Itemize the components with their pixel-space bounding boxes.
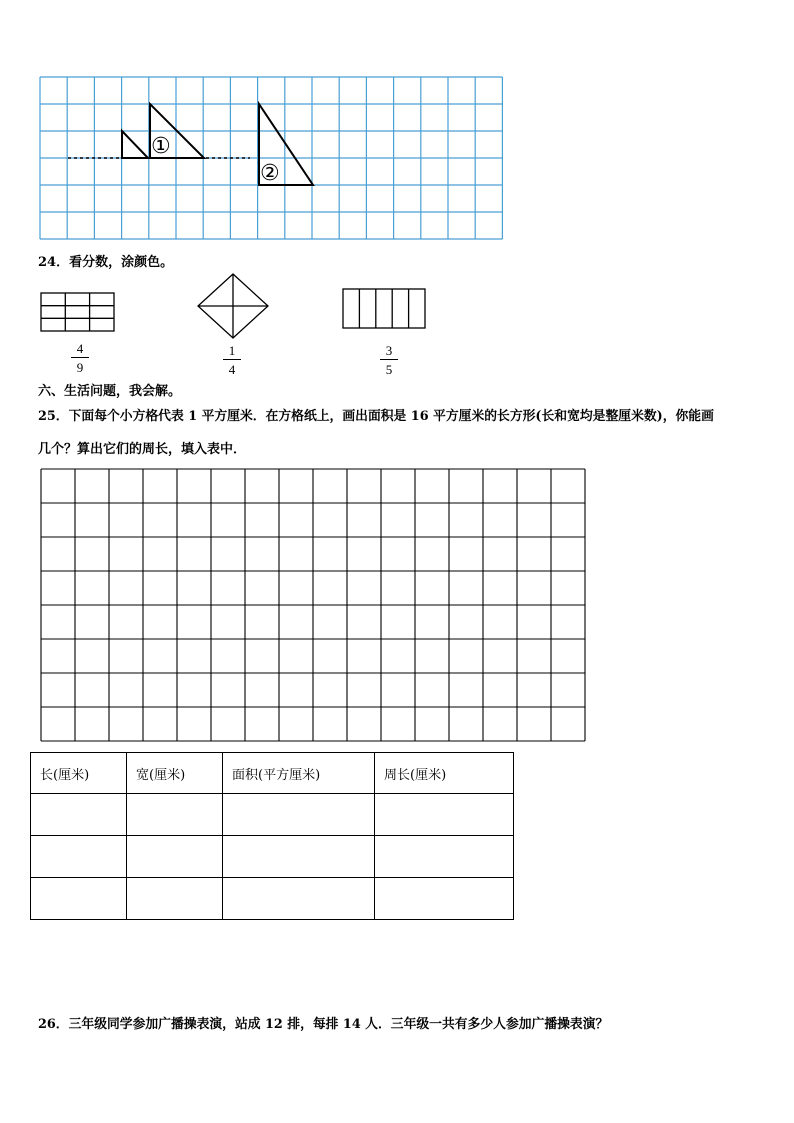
answer-table [30, 752, 514, 920]
table-cell[interactable] [31, 878, 127, 920]
triangle-1-label: ① [151, 134, 171, 159]
header-perimeter: 周长(厘米) [375, 753, 514, 794]
table-cell[interactable] [127, 878, 223, 920]
section-6-heading: 六、生活问题，我会解。 [38, 384, 182, 399]
fraction-1-4: 1 4 [222, 344, 242, 376]
question-25-line-1: 25．下面每个小方格代表 1 平方厘米．在方格纸上，画出面积是 16 平方厘米的长方形(长和宽均是整厘米数)，你能画 [38, 409, 714, 424]
square-grid-paper [40, 468, 590, 744]
question-25-line-2: 几个？算出它们的周长，填入表中． [38, 442, 247, 457]
rectangle-nine-parts [40, 292, 116, 334]
header-width: 宽(厘米) [127, 753, 223, 794]
table-cell[interactable] [375, 878, 514, 920]
triangle-2-label: ② [260, 161, 280, 186]
question-26: 26．三年级同学参加广播操表演，站成 12 排，每排 14 人．三年级一共有多少人参加广播操表演？ [38, 1017, 609, 1032]
table-cell[interactable] [223, 794, 375, 836]
table-cell[interactable] [223, 836, 375, 878]
fraction-3-5: 3 5 [379, 344, 399, 376]
question-24-title: 24．看分数，涂颜色。 [38, 255, 174, 270]
table-header-row [31, 753, 514, 794]
fraction-4-9: 4 9 [70, 342, 90, 374]
table-cell[interactable] [31, 794, 127, 836]
table-row [31, 836, 514, 878]
table-cell[interactable] [127, 836, 223, 878]
diamond-four-parts [196, 272, 270, 340]
header-length: 长(厘米) [31, 753, 127, 794]
table-cell[interactable] [127, 794, 223, 836]
header-area: 面积(平方厘米) [223, 753, 375, 794]
table-row [31, 794, 514, 836]
symmetry-grid-figure [38, 76, 508, 242]
table-cell[interactable] [223, 878, 375, 920]
rectangle-five-parts [342, 288, 428, 330]
table-cell[interactable] [375, 836, 514, 878]
blue-grid-lines [40, 77, 502, 239]
table-cell[interactable] [31, 836, 127, 878]
table-cell[interactable] [375, 794, 514, 836]
triangle-small [122, 131, 148, 158]
table-row [31, 878, 514, 920]
